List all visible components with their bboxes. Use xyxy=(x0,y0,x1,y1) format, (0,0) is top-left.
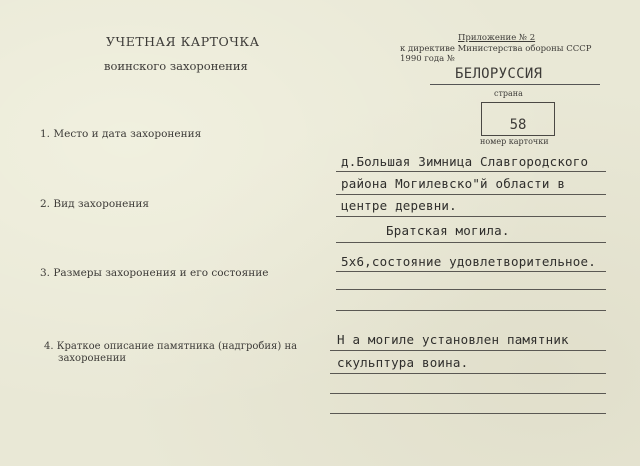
field-size-rule-3 xyxy=(336,310,606,311)
field-size-rule-2 xyxy=(336,289,606,290)
field-place-rule-1 xyxy=(336,171,606,172)
field-place-label: 1. Место и дата захоронения xyxy=(40,128,202,140)
field-place-line-1: д.Большая Зимница Славгородского xyxy=(341,154,589,169)
field-size-rule-1 xyxy=(336,271,606,272)
card-number-caption: номер карточки xyxy=(480,137,549,146)
country-underline xyxy=(430,84,600,85)
field-monument-rule-3 xyxy=(330,393,606,394)
field-type-rule-2 xyxy=(336,242,606,243)
field-monument-line-1: Н а могиле установлен памятник xyxy=(337,332,569,347)
appendix-directive-line: к директиве Министерства обороны СССР xyxy=(400,44,592,54)
field-monument-line-2: скульптура воина. xyxy=(337,355,469,370)
field-monument-rule-4 xyxy=(330,413,606,414)
field-monument-rule-1 xyxy=(330,350,606,351)
field-place-line-3: центре деревни. xyxy=(341,198,457,213)
country-caption: страна xyxy=(494,89,523,98)
field-size-value: 5х6,состояние удовлетворительное. xyxy=(341,254,596,269)
appendix-title: Приложение № 2 xyxy=(458,33,536,43)
field-type-label: 2. Вид захоронения xyxy=(40,198,149,210)
card-title: УЧЕТНАЯ КАРТОЧКА xyxy=(106,34,260,49)
appendix-year-line: 1990 года № xyxy=(400,54,455,64)
field-monument-label-line-1: 4. Краткое описание памятника (надгробия) на xyxy=(44,341,298,352)
field-size-label: 3. Размеры захоронения и его состояние xyxy=(40,267,269,279)
card-number-value: 58 xyxy=(509,117,527,133)
field-monument-rule-2 xyxy=(330,373,606,374)
field-monument-label-line-2: захоронении xyxy=(58,353,127,364)
country-value: БЕЛОРУССИЯ xyxy=(455,66,543,82)
field-place-line-2: района Могилевско"й области в xyxy=(341,176,566,191)
field-type-rule-1 xyxy=(336,216,606,217)
card-subtitle: воинского захоронения xyxy=(104,59,248,73)
field-place-rule-2 xyxy=(336,194,606,195)
field-type-value: Братская могила. xyxy=(386,223,510,238)
